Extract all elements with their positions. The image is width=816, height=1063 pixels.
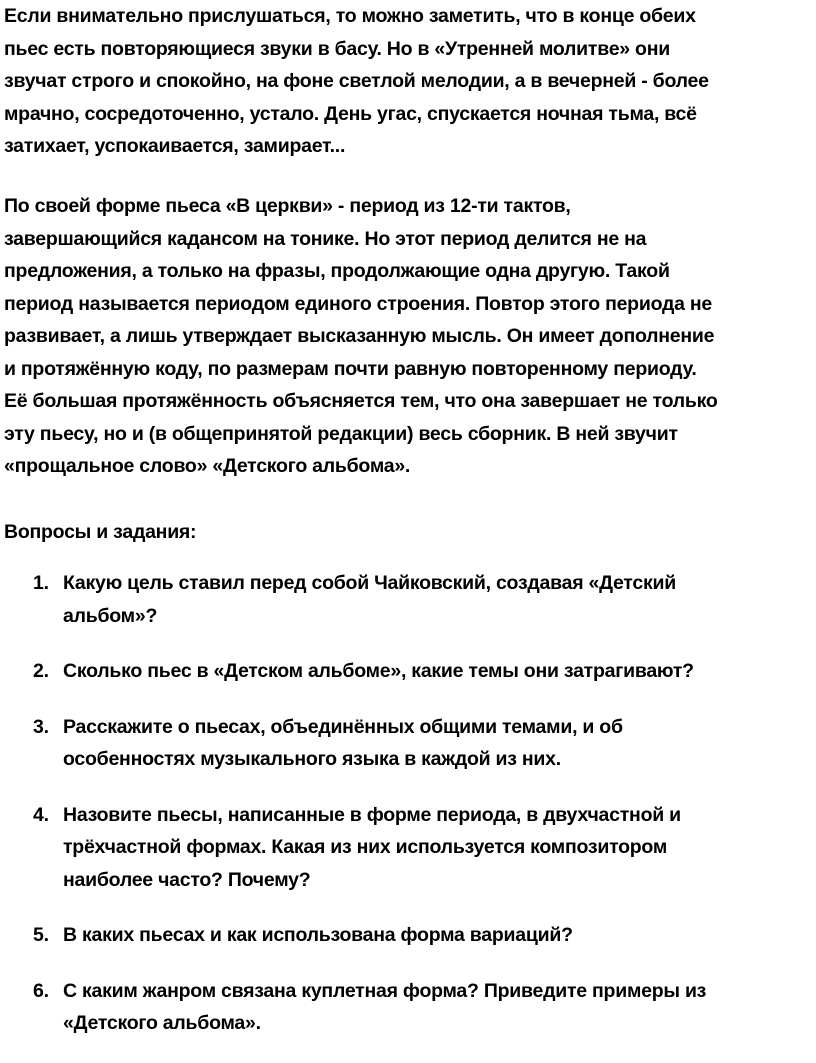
- question-number: 3.: [33, 715, 49, 738]
- question-text: В каких пьесах и как использована форма вариаций?: [63, 924, 573, 946]
- paragraph-evening-prayer: Если внимательно прислушаться, то можно заметить, что в конце обеих пьес есть повторяющиеся звуки в басу. Но в «Утренней молитве» они звучат строго и спокойно, на фоне светлой мелодии, а в вечерней - более мрачно, сосредоточенно, устало. День угас, спускается ночная тьма, всё затихает, успокаивается, замирает...: [4, 5, 709, 157]
- question-number: 2.: [33, 660, 49, 682]
- question-number: 5.: [33, 924, 49, 946]
- question-item: [0, 711, 816, 776]
- question-item: [0, 919, 816, 952]
- question-item: [0, 799, 816, 897]
- question-text: Назовите пьесы, написанные в форме периода, в двухчастной и трёхчастной формах. Какая из них используется композитором наиболее часто? Почему?: [63, 803, 681, 891]
- question-number: 6.: [33, 979, 49, 1002]
- question-item: [0, 655, 816, 688]
- question-text: С каким жанром связана куплетная форма? Приведите примеры из «Детского альбома».: [63, 979, 707, 1034]
- question-text: Расскажите о пьесах, объединённых общими темами, и об особенностях музыкального языка в каждой из них.: [63, 715, 623, 770]
- questions-heading: Вопросы и задания:: [4, 521, 197, 543]
- question-item: [0, 567, 816, 632]
- question-text: Сколько пьес в «Детском альбоме», какие темы они затрагивают?: [63, 660, 694, 682]
- question-item: [0, 975, 816, 1040]
- question-text: Какую цель ставил перед собой Чайковский, создавая «Детский альбом»?: [63, 572, 676, 627]
- questions-list: [0, 567, 816, 1063]
- paragraph-in-church-form: По своей форме пьеса «В церкви» - период из 12-ти тактов, завершающийся кадансом на тонике. Но этот период делится не на предложения, а только на фразы, продолжающие одна другую. Такой период называется периодом единого строения. Повтор этого периода не развивает, а лишь утверждает высказанную мысль. Он имеет дополнение и протяжённую коду, по размерам почти равную повторенному периоду. Её большая протяжённость объясняется тем, что она завершает не только эту пьесу, но и (в общепринятой редакции) весь сборник. В ней звучит «прощальное слово» «Детского альбома».: [4, 195, 718, 477]
- question-number: 4.: [33, 803, 49, 826]
- question-number: 1.: [33, 572, 49, 594]
